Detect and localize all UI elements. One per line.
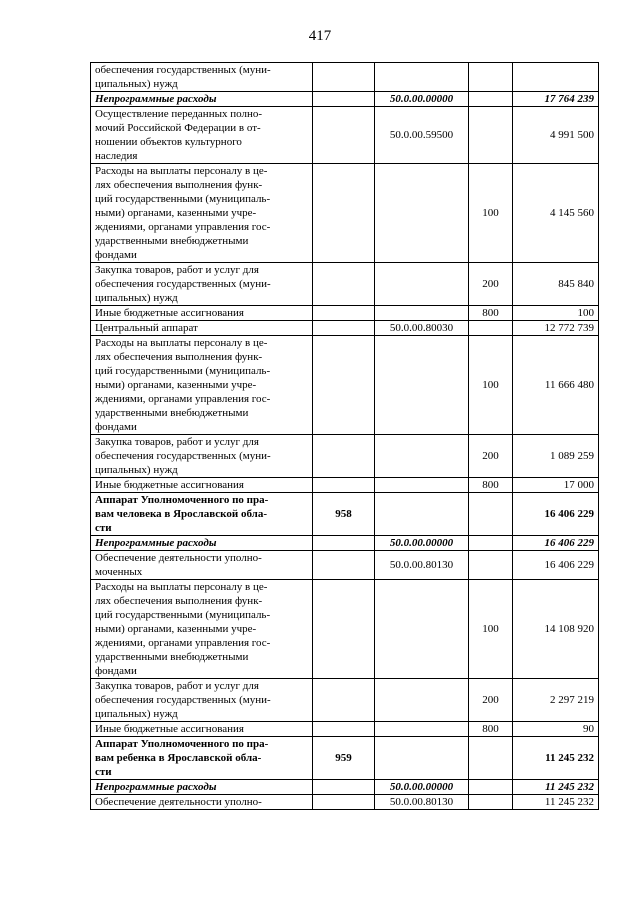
- expense-type-cell: 800: [469, 722, 513, 737]
- amount-cell: 90: [513, 722, 599, 737]
- csr-code-cell: [375, 306, 469, 321]
- csr-code-cell: 50.0.00.80030: [375, 321, 469, 336]
- dept-code-cell: [313, 580, 375, 679]
- expense-type-cell: [469, 107, 513, 164]
- amount-cell: 11 666 480: [513, 336, 599, 435]
- table-row: [91, 321, 599, 336]
- amount-cell: 2 297 219: [513, 679, 599, 722]
- row-name-cell: обеспечения государственных (муни- ципальных) нужд: [91, 63, 313, 92]
- dept-code-cell: [313, 435, 375, 478]
- dept-code-cell: [313, 780, 375, 795]
- row-name-cell: Иные бюджетные ассигнования: [91, 306, 313, 321]
- row-name-cell: Осуществление переданных полно- мочий Российской Федерации в от- ношении объектов культурного наследия: [91, 107, 313, 164]
- row-name-cell: Непрограммные расходы: [91, 536, 313, 551]
- expense-type-cell: 800: [469, 478, 513, 493]
- table-row: [91, 679, 599, 722]
- dept-code-cell: [313, 92, 375, 107]
- table-row: [91, 780, 599, 795]
- amount-cell: 17 764 239: [513, 92, 599, 107]
- table-row: [91, 580, 599, 679]
- table-row: [91, 435, 599, 478]
- row-name-cell: Закупка товаров, работ и услуг для обеспечения государственных (муни- ципальных) нужд: [91, 263, 313, 306]
- expense-type-cell: 100: [469, 164, 513, 263]
- row-name-cell: Расходы на выплаты персоналу в це- лях обеспечения выполнения функ- ций государственными (муниципаль- ными) органами, казенными учре- ждениями, органами управления гос- ударственными внебюджетными фондами: [91, 580, 313, 679]
- amount-cell: 1 089 259: [513, 435, 599, 478]
- budget-table: [90, 62, 599, 810]
- budget-table-body: [91, 63, 599, 810]
- dept-code-cell: [313, 263, 375, 306]
- expense-type-cell: [469, 795, 513, 810]
- amount-cell: 16 406 229: [513, 536, 599, 551]
- expense-type-cell: 100: [469, 336, 513, 435]
- amount-cell: 16 406 229: [513, 493, 599, 536]
- row-name-cell: Расходы на выплаты персоналу в це- лях обеспечения выполнения функ- ций государственными (муниципаль- ными) органами, казенными учре- ждениями, органами управления гос- ударственными внебюджетными фондами: [91, 336, 313, 435]
- expense-type-cell: [469, 92, 513, 107]
- csr-code-cell: [375, 722, 469, 737]
- amount-cell: 11 245 232: [513, 780, 599, 795]
- dept-code-cell: [313, 63, 375, 92]
- table-row: [91, 63, 599, 92]
- csr-code-cell: [375, 336, 469, 435]
- amount-cell: 4 145 560: [513, 164, 599, 263]
- expense-type-cell: [469, 536, 513, 551]
- csr-code-cell: [375, 263, 469, 306]
- expense-type-cell: 800: [469, 306, 513, 321]
- row-name-cell: Иные бюджетные ассигнования: [91, 478, 313, 493]
- row-name-cell: Центральный аппарат: [91, 321, 313, 336]
- csr-code-cell: 50.0.00.00000: [375, 536, 469, 551]
- expense-type-cell: 200: [469, 263, 513, 306]
- row-name-cell: Закупка товаров, работ и услуг для обеспечения государственных (муни- ципальных) нужд: [91, 679, 313, 722]
- dept-code-cell: [313, 679, 375, 722]
- table-row: [91, 164, 599, 263]
- dept-code-cell: [313, 795, 375, 810]
- csr-code-cell: 50.0.00.80130: [375, 551, 469, 580]
- dept-code-cell: [313, 164, 375, 263]
- expense-type-cell: [469, 737, 513, 780]
- page-number: 417: [308, 28, 332, 44]
- table-row: [91, 107, 599, 164]
- csr-code-cell: [375, 493, 469, 536]
- table-row: [91, 478, 599, 493]
- table-row: [91, 493, 599, 536]
- expense-type-cell: [469, 493, 513, 536]
- csr-code-cell: 50.0.00.00000: [375, 780, 469, 795]
- row-name-cell: Закупка товаров, работ и услуг для обеспечения государственных (муни- ципальных) нужд: [91, 435, 313, 478]
- amount-cell: 17 000: [513, 478, 599, 493]
- csr-code-cell: [375, 580, 469, 679]
- csr-code-cell: [375, 478, 469, 493]
- expense-type-cell: [469, 63, 513, 92]
- dept-code-cell: [313, 722, 375, 737]
- amount-cell: 11 245 232: [513, 795, 599, 810]
- dept-code-cell: [313, 336, 375, 435]
- expense-type-cell: 200: [469, 679, 513, 722]
- dept-code-cell: [313, 107, 375, 164]
- row-name-cell: Непрограммные расходы: [91, 92, 313, 107]
- table-row: [91, 737, 599, 780]
- dept-code-cell: [313, 536, 375, 551]
- expense-type-cell: 200: [469, 435, 513, 478]
- table-row: [91, 92, 599, 107]
- table-row: [91, 536, 599, 551]
- expense-type-cell: [469, 551, 513, 580]
- expense-type-cell: [469, 780, 513, 795]
- amount-cell: 12 772 739: [513, 321, 599, 336]
- expense-type-cell: 100: [469, 580, 513, 679]
- dept-code-cell: 959: [313, 737, 375, 780]
- csr-code-cell: [375, 435, 469, 478]
- table-row: [91, 336, 599, 435]
- row-name-cell: Расходы на выплаты персоналу в це- лях обеспечения выполнения функ- ций государственными (муниципаль- ными) органами, казенными учре- ждениями, органами управления гос- ударственными внебюджетными фондами: [91, 164, 313, 263]
- row-name-cell: Аппарат Уполномоченного по пра- вам человека в Ярославской обла- сти: [91, 493, 313, 536]
- row-name-cell: Обеспечение деятельности уполно-: [91, 795, 313, 810]
- row-name-cell: Обеспечение деятельности уполно- моченных: [91, 551, 313, 580]
- amount-cell: 845 840: [513, 263, 599, 306]
- csr-code-cell: [375, 63, 469, 92]
- table-row: [91, 551, 599, 580]
- csr-code-cell: [375, 737, 469, 780]
- csr-code-cell: 50.0.00.00000: [375, 92, 469, 107]
- amount-cell: [513, 63, 599, 92]
- dept-code-cell: [313, 478, 375, 493]
- table-row: [91, 795, 599, 810]
- amount-cell: 4 991 500: [513, 107, 599, 164]
- amount-cell: 11 245 232: [513, 737, 599, 780]
- table-row: [91, 722, 599, 737]
- row-name-cell: Аппарат Уполномоченного по пра- вам ребенка в Ярославской обла- сти: [91, 737, 313, 780]
- dept-code-cell: [313, 551, 375, 580]
- amount-cell: 16 406 229: [513, 551, 599, 580]
- amount-cell: 14 108 920: [513, 580, 599, 679]
- dept-code-cell: 958: [313, 493, 375, 536]
- dept-code-cell: [313, 321, 375, 336]
- csr-code-cell: 50.0.00.80130: [375, 795, 469, 810]
- table-row: [91, 306, 599, 321]
- row-name-cell: Иные бюджетные ассигнования: [91, 722, 313, 737]
- csr-code-cell: [375, 679, 469, 722]
- expense-type-cell: [469, 321, 513, 336]
- amount-cell: 100: [513, 306, 599, 321]
- row-name-cell: Непрограммные расходы: [91, 780, 313, 795]
- csr-code-cell: 50.0.00.59500: [375, 107, 469, 164]
- dept-code-cell: [313, 306, 375, 321]
- table-row: [91, 263, 599, 306]
- csr-code-cell: [375, 164, 469, 263]
